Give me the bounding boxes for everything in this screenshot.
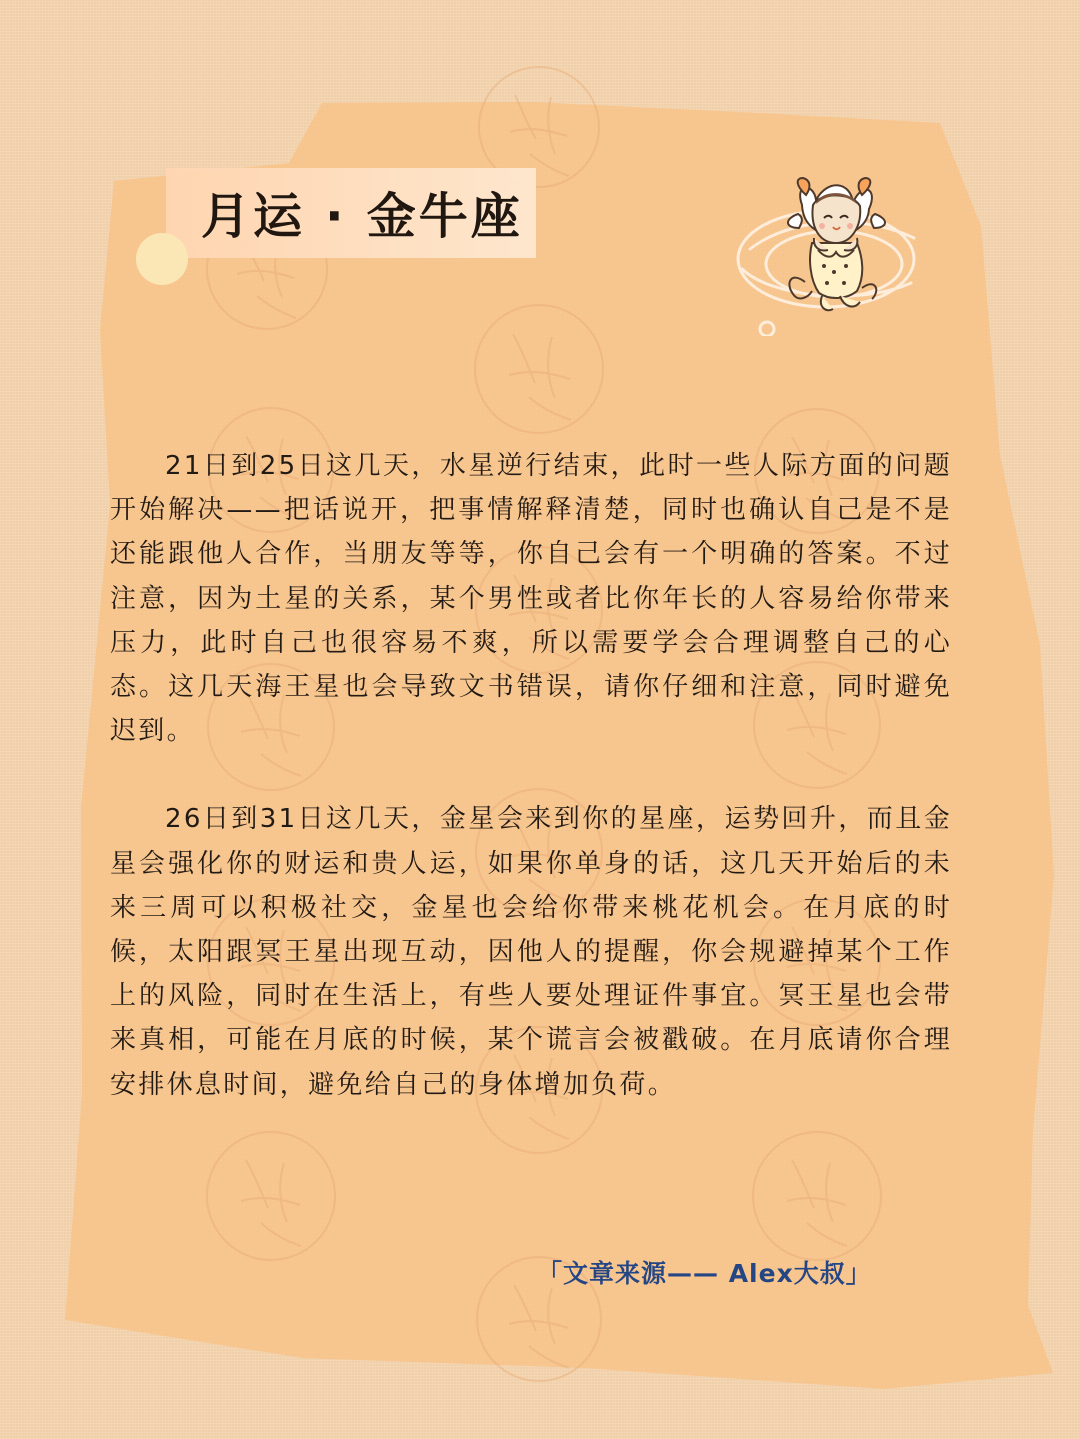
paragraph-2: 26日到31日这几天，金星会来到你的星座，运势回升，而且金星会强化你的财运和贵人运，如果你单身的话，这几天开始后的未来三周可以积极社交，金星也会给你带来桃花机会。在月底的时候，太阳跟冥王星出现互动，因他人的提醒，你会规避掉某个工作上的风险，同时在生活上，有些人要处理证件事宜。冥王星也会带来真相，可能在月底的时候，某个谎言会被戳破。在月底请你合理安排休息时间，避免给自己的身体增加负荷。: [110, 804, 952, 1100]
title-dot-icon: [136, 233, 188, 285]
taurus-cow-character-illustration-icon: [736, 170, 920, 336]
article-content: [110, 444, 952, 1107]
paragraph-1: 21日到25日这几天，水星逆行结束，此时一些人际方面的问题开始解决——把话说开，把事情解释清楚，同时也确认自己是不是还能跟他人合作，当朋友等等，你自己会有一个明确的答案。不过注意，因为土星的关系，某个男性或者比你年长的人容易给你带来压力，此时自己也很容易不爽，所以需要学会合理调整自己的心态。这几天海王星也会导致文书错误，请你仔细和注意，同时避免迟到。: [110, 451, 952, 747]
source-credit: 「文章来源—— Alex大叔」: [537, 1259, 872, 1288]
page-title: 月运 · 金牛座: [201, 188, 523, 245]
